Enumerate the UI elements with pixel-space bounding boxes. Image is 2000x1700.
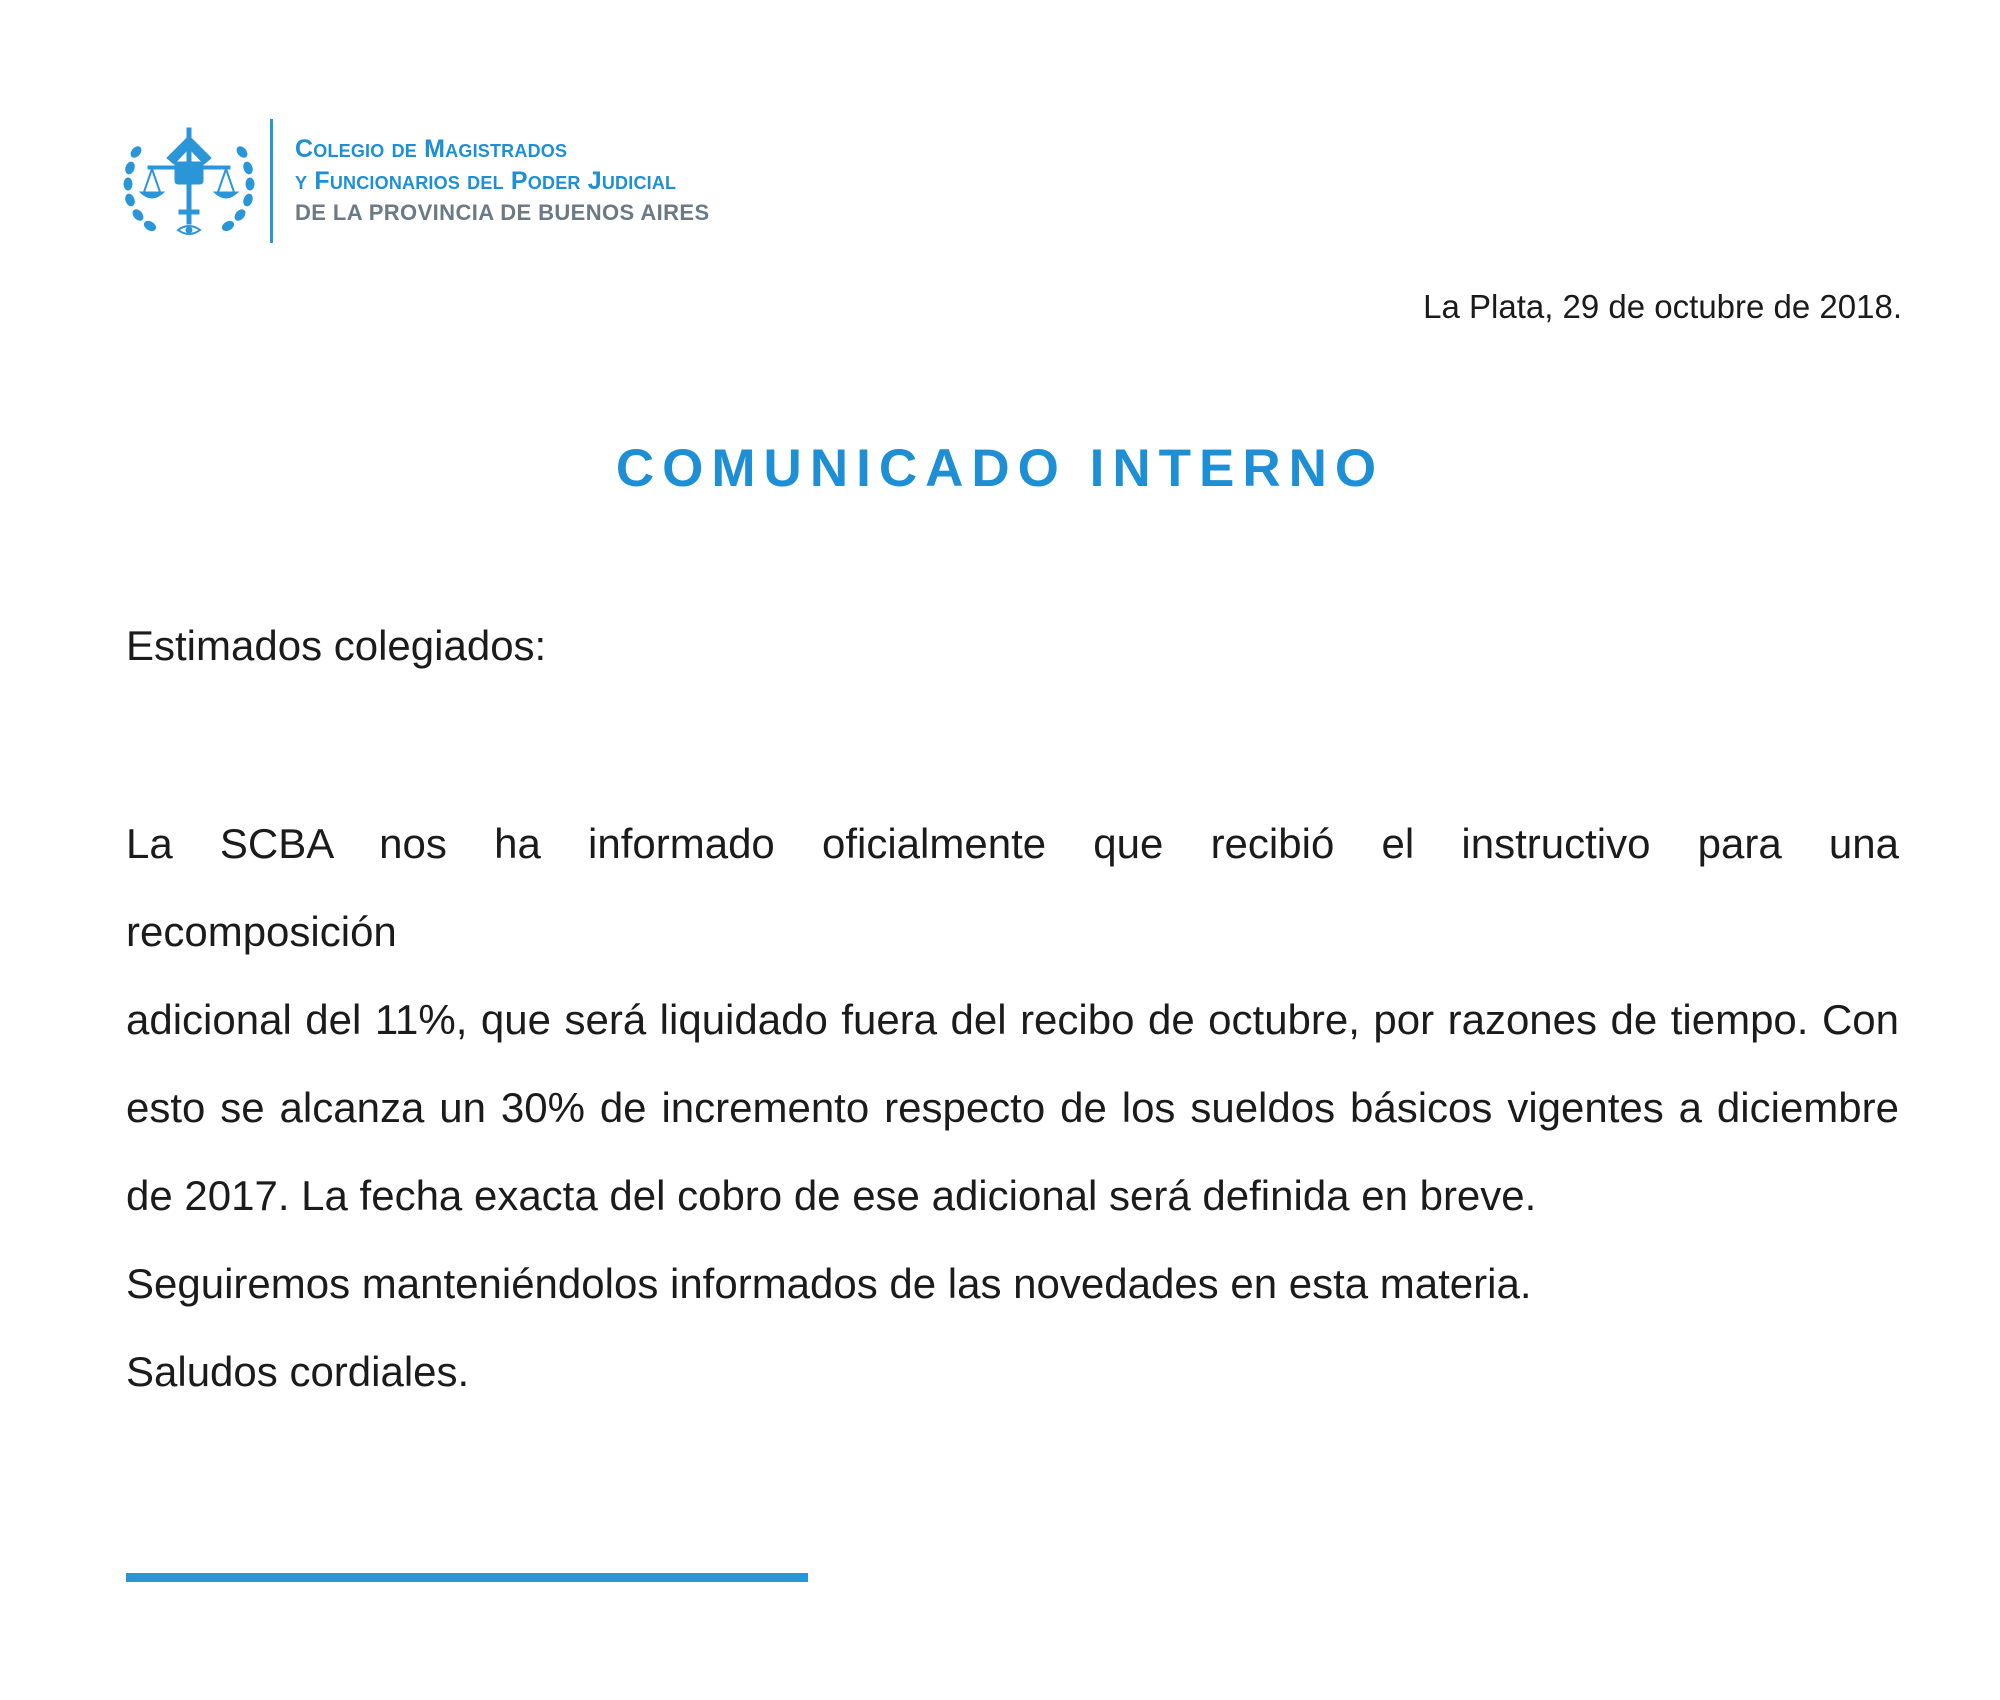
org-name-line1: Colegio de Magistrados (295, 135, 568, 163)
greeting: Estimados colegiados: (126, 622, 547, 669)
document-title: COMUNICADO INTERNO (615, 439, 1385, 498)
closing: Saludos cordiales. (126, 1348, 470, 1395)
org-name-line3: DE LA PROVINCIA DE BUENOS AIRES (295, 200, 710, 225)
body-paragraph-3: Seguiremos manteniéndolos informados de las novedades en esta materia. (126, 1260, 1532, 1307)
body-paragraph-1-line-1: La SCBA nos ha informado oficialmente que recibió el instructivo para una (126, 820, 1899, 867)
organization-name (295, 133, 710, 229)
body-paragraph-1-line-2: recomposición (126, 908, 397, 955)
body-paragraph-2: adicional del 11%, que será liquidado fuera del recibo de octubre, por razones de tiempo. Con esto se alcanza un 30% de incremento respecto de los sueldos básicos vigentes a diciembre de 2017. La fecha exacta del cobro de ese adicional será definida en breve. (126, 996, 1899, 1219)
scales-of-justice-emblem-icon (122, 118, 256, 244)
letterhead (122, 118, 710, 244)
letter-body (126, 800, 1899, 1416)
org-name-line2: y Funcionarios del Poder Judicial (295, 167, 677, 195)
footer-rule (126, 1573, 808, 1582)
header-divider (270, 119, 273, 243)
document-date: La Plata, 29 de octubre de 2018. (1423, 288, 1902, 325)
